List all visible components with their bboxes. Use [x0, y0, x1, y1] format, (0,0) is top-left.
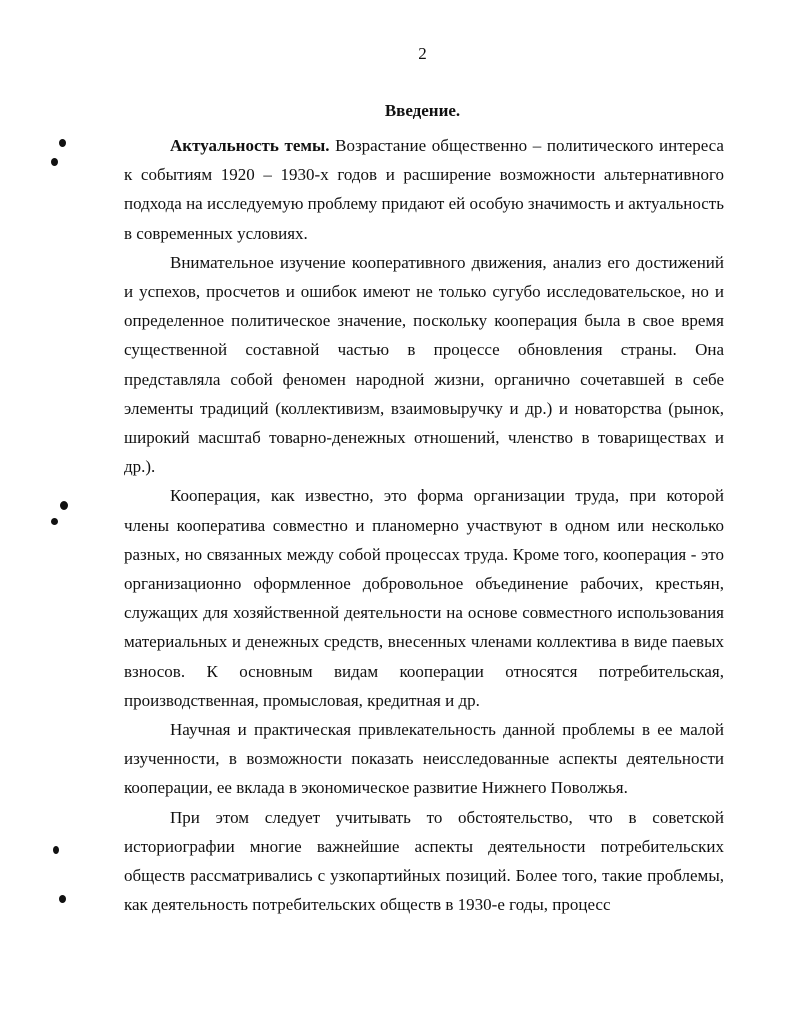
- paragraph-relevance: [124, 131, 724, 248]
- punch-mark: [60, 501, 68, 510]
- page-number: 2: [418, 44, 427, 63]
- punch-mark: [51, 518, 58, 525]
- body-text: [124, 131, 724, 919]
- paragraph: Кооперация, как известно, это форма организации труда, при которой члены кооператива совместно и планомерно участвуют в одном или несколько разных, но связанных между собой процессах труда. Кроме того, кооперация - это организационно оформленное добровольное объединение рабочих, крестьян, служащих для хозяйственной деятельности на основе совместного использования материальных и денежных средств, внесенных членами коллектива в виде паевых взносов. К основным видам кооперации относятся потребительская, производственная, промысловая, кредитная и др.: [124, 486, 724, 710]
- paragraph: Внимательное изучение кооперативного движения, анализ его достижений и успехов, просчетов и ошибок имеют не только сугубо исследовательское, но и определенное политическое значение, поскольку кооперация была в свое время существенной составной частью в процессе обновления страны. Она представляла собой феномен народной жизни, органично сочетавшей в себе элементы традиций (коллективизм, взаимовыручку и др.) и новаторства (рынок, широкий масштаб товарно-денежных отношений, членство в товариществах и др.).: [124, 252, 724, 477]
- run-in-heading: Актуальность темы.: [170, 136, 330, 155]
- section-heading: Введение.: [384, 101, 461, 120]
- paragraph-text: Возрастание общественно – политического интереса к событиям 1920 – 1930-х годов и расширение возможности альтернативного подхода на исследуемую проблему придают ей особую значимость и актуальность в современных условиях.: [124, 136, 724, 243]
- punch-mark: [51, 158, 58, 166]
- punch-mark: [59, 895, 66, 903]
- paragraph: При этом следует учитывать то обстоятельство, что в советской историографии многие важнейшие аспекты деятельности потребительских обществ рассматривались с узкопартийных позиций. Более того, такие проблемы, как деятельность потребительских обществ в 1930-е годы, процесс: [124, 807, 724, 915]
- punch-mark: [59, 139, 66, 147]
- punch-mark: [53, 846, 59, 854]
- paragraph: Научная и практическая привлекательность данной проблемы в ее малой изученности, в возможности показать неисследованные аспекты деятельности кооперации, ее вклада в экономическое развитие Нижнего Поволжья.: [124, 720, 724, 798]
